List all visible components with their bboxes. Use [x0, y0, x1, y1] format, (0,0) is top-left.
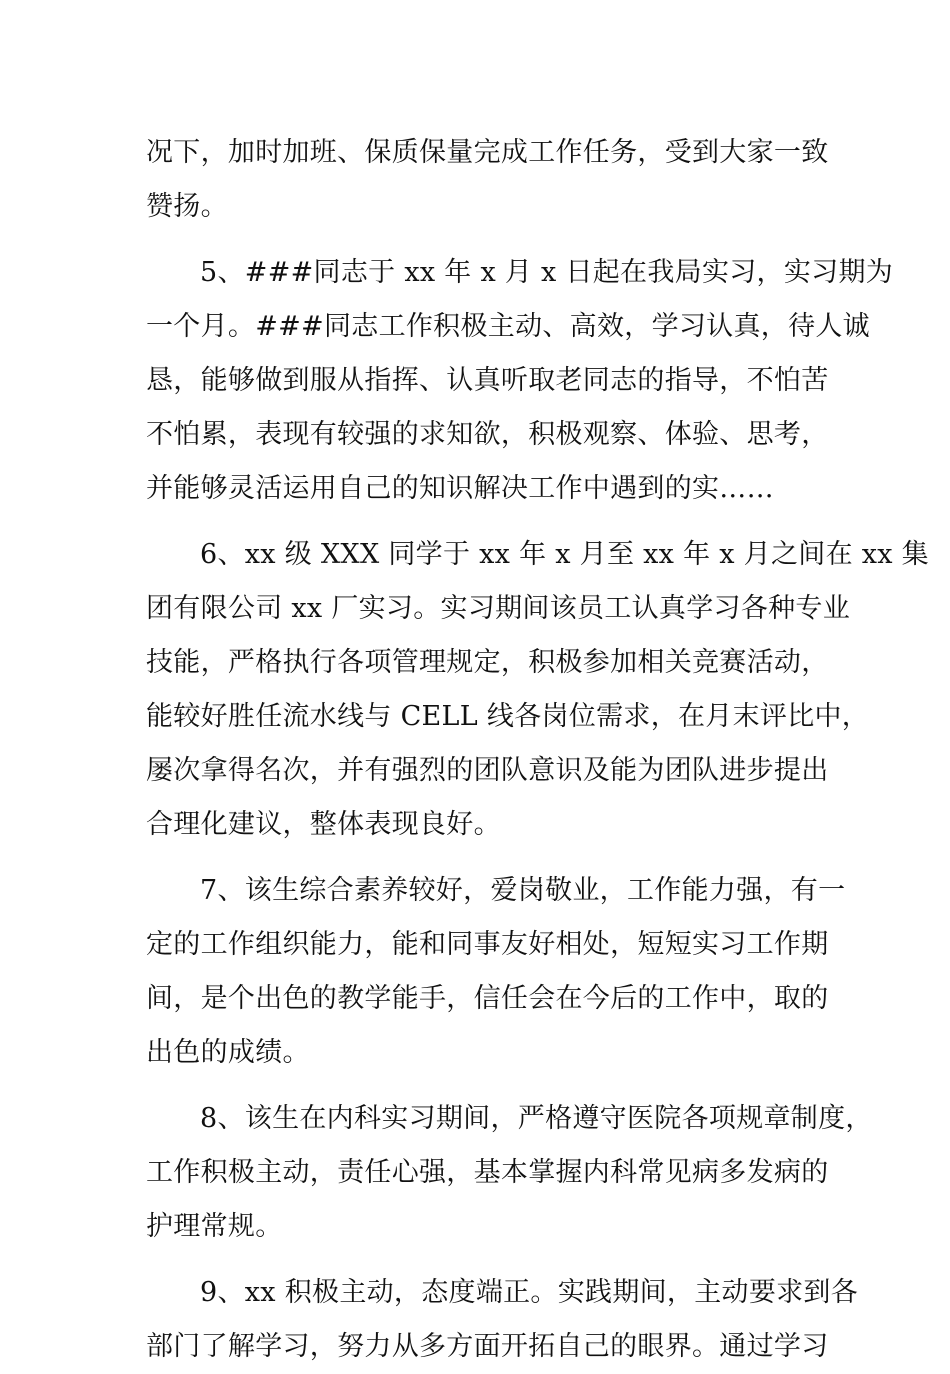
text-line: 间，是个出色的教学能手，信任会在今后的工作中，取的 [146, 983, 829, 1014]
paragraph-item-8 [146, 1092, 873, 1254]
text-line: 能较好胜任流水线与 CELL 线各岗位需求，在月末评比中， [146, 701, 870, 732]
paragraph-item-9 [146, 1266, 859, 1374]
text-line: 7、该生综合素养较好，爱岗敬业，工作能力强，有一 [200, 875, 846, 906]
text-line: 8、该生在内科实习期间，严格遵守医院各项规章制度， [200, 1103, 873, 1134]
text-line: 5、###同志于 xx 年 x 月 x 日起在我局实习，实习期为 [200, 257, 894, 288]
text-line: 屡次拿得名次，并有强烈的团队意识及能为团队进步提出 [146, 755, 829, 786]
text-line: 赞扬。 [146, 191, 228, 222]
text-line: 9、xx 积极主动，态度端正。实践期间，主动要求到各 [200, 1277, 859, 1308]
text-line: 并能够灵活运用自己的知识解决工作中遇到的实…… [146, 473, 774, 504]
paragraph-item-6 [146, 528, 929, 852]
text-line: 恳，能够做到服从指挥、认真听取老同志的指导，不怕苦 [146, 365, 829, 396]
text-line: 合理化建议，整体表现良好。 [146, 809, 501, 840]
text-line: 一个月。###同志工作积极主动、高效，学习认真，待人诚 [146, 311, 870, 342]
text-line: 部门了解学习，努力从多方面开拓自己的眼界。通过学习 [146, 1331, 829, 1362]
paragraph-continuation [146, 126, 829, 234]
text-line: 不怕累，表现有较强的求知欲，积极观察、体验、思考， [146, 419, 829, 450]
text-line: 6、xx 级 XXX 同学于 xx 年 x 月至 xx 年 x 月之间在 xx 集 [200, 539, 929, 570]
text-line: 况下，加时加班、保质保量完成工作任务，受到大家一致 [146, 137, 829, 168]
text-line: 定的工作组织能力，能和同事友好相处，短短实习工作期 [146, 929, 829, 960]
text-line: 团有限公司 xx 厂实习。实习期间该员工认真学习各种专业 [146, 593, 851, 624]
paragraph-item-7 [146, 864, 846, 1080]
text-line: 技能，严格执行各项管理规定，积极参加相关竞赛活动， [146, 647, 829, 678]
text-line: 护理常规。 [146, 1211, 283, 1242]
text-line: 工作积极主动，责任心强，基本掌握内科常见病多发病的 [146, 1157, 829, 1188]
document-body [146, 126, 929, 1374]
paragraph-item-5 [146, 246, 894, 516]
text-line: 出色的成绩。 [146, 1037, 310, 1068]
